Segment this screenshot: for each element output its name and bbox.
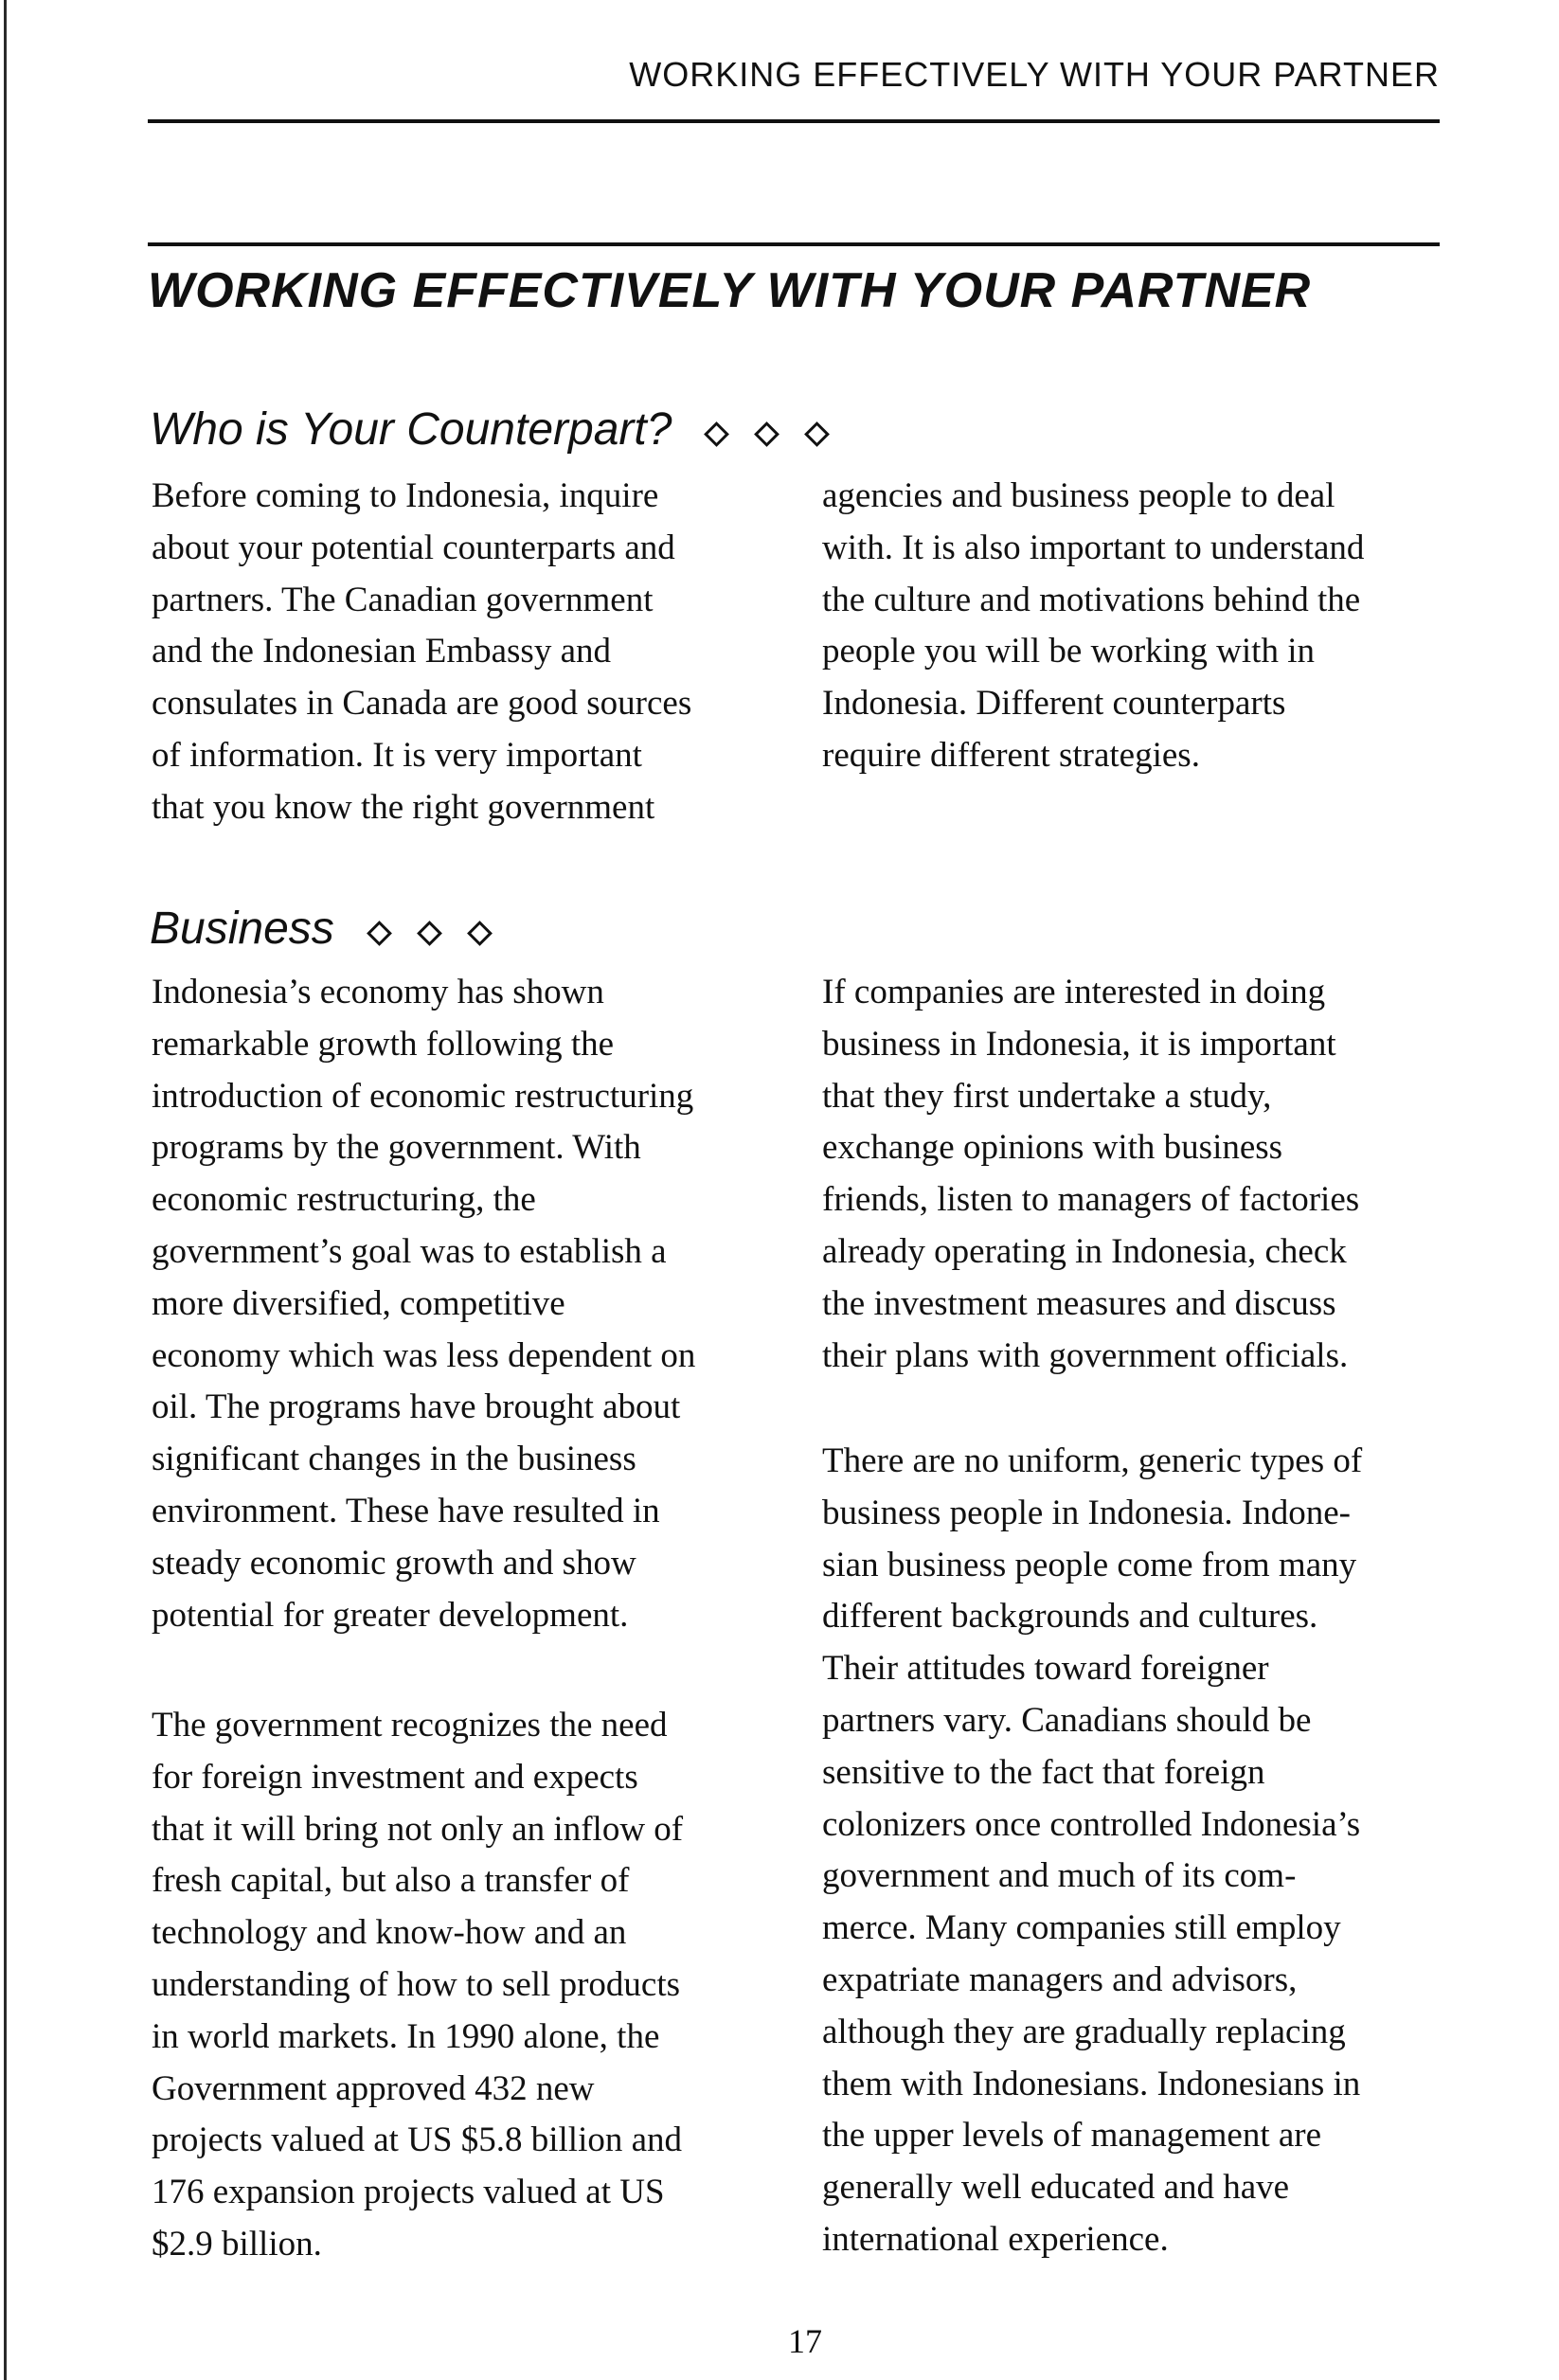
business-left-paragraph-1: Indonesia’s economy has shown remarkable growth following the introduction of economic restructuring programs by the government. With economic restructuring, the government’s goal was to establish a more diversified, competitive economy which was less dependent on oil. The programs have brought about significant changes in the business environment. These have resulted in steady economic growth and show potential for greater development. <box>152 973 696 1635</box>
counterpart-right-column: agencies and business people to deal with. It is also important to understand the culture and motivations behind the people you will be working with in Indonesia. Different counterparts require different strategies. <box>822 476 1365 775</box>
heading-ornaments <box>708 421 826 439</box>
title-rule <box>148 242 1440 246</box>
business-heading-text: Business <box>150 904 334 954</box>
header-rule <box>148 119 1440 123</box>
diamond-icon <box>367 921 392 946</box>
running-header: WORKING EFFECTIVELY WITH YOUR PARTNER <box>629 55 1440 94</box>
diamond-icon <box>704 421 729 447</box>
heading-ornaments <box>370 921 489 939</box>
business-right-paragraph-2: There are no uniform, generic types of business people in Indonesia. Indone- sian business people come from many different backgrounds and cultures. Their attitudes toward foreigner partners vary. Canadians should be sensitive to the fact that foreign colonizers once controlled Indonesia’s government and much of its com- merce. Many companies still employ expatriate managers and advisors, although they are gradually replacing them with Indonesians. Indonesians in the upper levels of management are generally well educated and have international experience. <box>822 1441 1363 2259</box>
diamond-icon <box>417 921 442 946</box>
business-heading <box>150 902 489 957</box>
page-edge-line <box>4 0 7 2380</box>
counterpart-heading-text: Who is Your Counterpart? <box>150 404 672 455</box>
business-right-paragraph-1: If companies are interested in doing business in Indonesia, it is important that they first undertake a study, exchange opinions with business friends, listen to managers of factories already operating in Indonesia, check the investment measures and discuss their plans with government officials. <box>822 973 1360 1375</box>
business-left-paragraph-2: The government recognizes the need for foreign investment and expects that it will bring not only an inflow of fresh capital, but also a transfer of technology and know-how and an understanding of how to sell products in world markets. In 1990 alone, the Government approved 432 new projects valued at US $5.8 billion and 176 expansion projects valued at US $2.9 billion. <box>152 1706 684 2264</box>
counterpart-heading <box>150 403 826 457</box>
page-number: 17 <box>788 2322 822 2360</box>
section-title: WORKING EFFECTIVELY WITH YOUR PARTNER <box>148 263 1312 318</box>
diamond-icon <box>754 421 780 447</box>
diamond-icon <box>804 421 830 447</box>
diamond-icon <box>467 921 493 946</box>
counterpart-left-column: Before coming to Indonesia, inquire about your potential counterparts and partners. The Canadian government and the Indonesian Embassy and consulates in Canada are good sources of information. It is very important that you know the right government <box>152 476 692 827</box>
